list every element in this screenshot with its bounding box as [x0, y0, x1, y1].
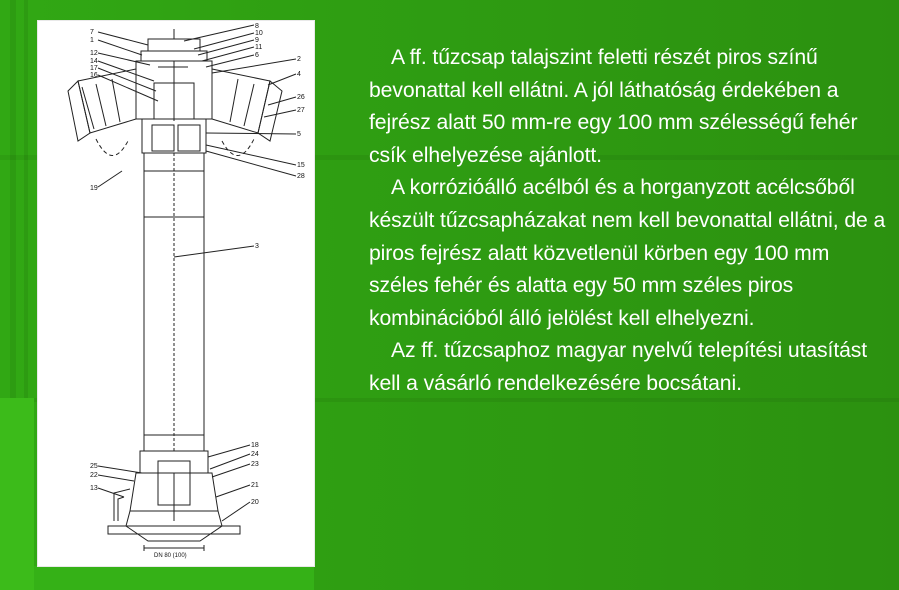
part-label: 21: [251, 482, 259, 489]
part-label: 1: [90, 37, 94, 44]
part-label: 23: [251, 461, 259, 468]
part-label: 25: [90, 463, 98, 470]
part-label: 3: [255, 243, 259, 250]
part-label: 16: [90, 72, 98, 79]
part-label: 4: [297, 71, 301, 78]
part-label: 22: [90, 472, 98, 479]
decorative-block: [0, 398, 34, 590]
part-label: 15: [297, 162, 305, 169]
paragraph-marking: A korrózióálló acélból és a horganyzott acélcsőből készült tűzcsapházakat nem kell bevonattal ellátni, de a piros fejrész alatt közvetlenül körben egy 100 mm széles fehér és alatta egy 50 mm széles piros kombinációból álló jelölést kell elhelyezni.: [369, 176, 886, 330]
part-label: 9: [255, 37, 259, 44]
dimension-label: DN 80 (100): [154, 553, 187, 559]
part-label: 5: [297, 131, 301, 138]
part-label: 14: [90, 58, 98, 65]
paragraph-coating: A ff. tűzcsap talajszint feletti részét piros színű bevonattal kell ellátni. A jól láthatóság érdekében a fejrész alatt 50 mm-re egy 100 mm szélességű fehér csík elhelyezése ajánlott.: [369, 46, 858, 167]
part-label: 26: [297, 94, 305, 101]
part-label: 11: [255, 44, 263, 51]
part-label: 17: [90, 65, 98, 72]
part-label: 7: [90, 29, 94, 36]
part-label: 28: [297, 173, 305, 180]
part-label: 10: [255, 30, 263, 37]
part-label: 6: [255, 52, 259, 59]
part-label: 20: [251, 499, 259, 506]
paragraph-instructions: Az ff. tűzcsaphoz magyar nyelvű telepítési utasítást kell a vásárló rendelkezésére bocsátani.: [369, 339, 868, 395]
part-label: 13: [90, 485, 98, 492]
part-label: 19: [90, 185, 98, 192]
part-label: 18: [251, 442, 259, 449]
part-label: 8: [255, 23, 259, 30]
part-label: 12: [90, 50, 98, 57]
hydrant-drawing: [38, 21, 314, 566]
decorative-block: [34, 566, 314, 590]
hydrant-cross-section-figure: [38, 21, 314, 566]
part-label: 2: [297, 56, 301, 63]
part-label: 27: [297, 107, 305, 114]
part-label: 24: [251, 451, 259, 458]
slide-body-text: [369, 42, 894, 401]
